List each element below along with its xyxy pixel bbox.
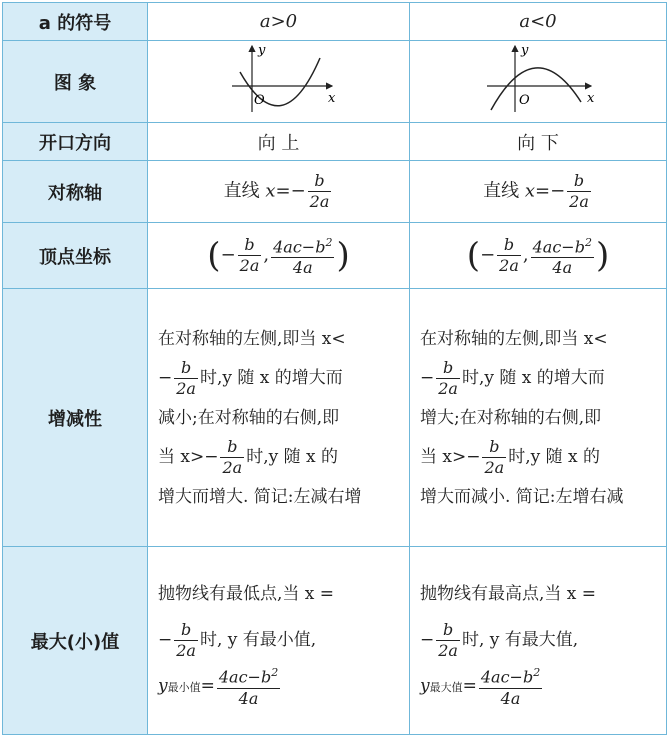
sign-label: a 的符号 bbox=[3, 3, 148, 41]
opening-row bbox=[3, 123, 667, 161]
downward-parabola-graph bbox=[473, 42, 603, 116]
axis-negative: 直线 x=− $\frac{b}{2a}$ bbox=[410, 161, 667, 223]
y-axis-label: y bbox=[257, 43, 265, 58]
monotonicity-positive: 在对称轴的左侧,即当 x< − $\frac{b}{2a}$ 时,y 随 x 的增大而 减小;在对称轴的右侧,即 当 x>− $\frac{b}{2a}$ 时,y 随 x 的 增大而增大. 简记:左减右增 bbox=[148, 289, 410, 547]
extreme-label: 最大(小)值 bbox=[3, 547, 148, 735]
fraction: $\frac{b}{2a}$ bbox=[484, 436, 505, 477]
monotonicity-negative: 在对称轴的左侧,即当 x< − $\frac{b}{2a}$ 时,y 随 x 的增大而 增大;在对称轴的右侧,即 当 x>− $\frac{b}{2a}$ 时,y 随 x 的 增大而减小. 简记:左增右减 bbox=[410, 289, 667, 547]
fraction: $\frac{b}{2a}$ bbox=[309, 171, 330, 211]
parabola-properties-table bbox=[2, 2, 667, 735]
upward-parabola-graph bbox=[214, 42, 344, 116]
fraction: $\frac{b}{2a}$ bbox=[569, 171, 589, 211]
sign-negative: a<0 bbox=[410, 3, 667, 41]
extreme-positive: 抛物线有最低点,当 x = − $\frac{b}{2a}$ 时, y 有最小值, y最小值= $\frac{4ac-b^2}{4a}$ bbox=[148, 547, 410, 735]
monotonicity-row bbox=[3, 289, 667, 547]
opening-negative: 向 下 bbox=[410, 123, 667, 161]
axis-label: 对称轴 bbox=[3, 161, 148, 223]
sign-row bbox=[3, 3, 667, 41]
fraction: $\frac{b}{2a}$ bbox=[239, 235, 260, 275]
vertex-negative: (− $\frac{b}{2a}$ , $\frac{4ac-b^2}{4a}$ ) bbox=[410, 223, 667, 289]
graph-label: 图 象 bbox=[3, 41, 148, 123]
x-axis-label: x bbox=[587, 91, 595, 106]
fraction: $\frac{b}{2a}$ bbox=[176, 619, 196, 660]
fraction: $\frac{b}{2a}$ bbox=[438, 619, 458, 660]
fraction: $\frac{4ac-b^2}{4a}$ bbox=[531, 233, 594, 278]
extreme-row bbox=[3, 547, 667, 735]
vertex-positive: (− $\frac{b}{2a}$ , $\frac{4ac-b^2}{4a}$ ) bbox=[148, 223, 410, 289]
x-axis-label: x bbox=[327, 91, 335, 106]
axis-row bbox=[3, 161, 667, 223]
opening-label: 开口方向 bbox=[3, 123, 148, 161]
fraction: $\frac{4ac-b^2}{4a}$ bbox=[217, 663, 280, 708]
fraction: $\frac{b}{2a}$ bbox=[438, 357, 458, 398]
fraction: $\frac{b}{2a}$ bbox=[499, 235, 519, 275]
vertex-label: 顶点坐标 bbox=[3, 223, 148, 289]
vertex-row bbox=[3, 223, 667, 289]
opening-positive: 向 上 bbox=[148, 123, 410, 161]
graph-positive-cell bbox=[148, 41, 410, 123]
origin-label: O bbox=[519, 93, 530, 108]
axis-positive: 直线 x=− $\frac{b}{2a}$ bbox=[148, 161, 410, 223]
graph-negative-cell bbox=[410, 41, 667, 123]
sign-positive: a>0 bbox=[148, 3, 410, 41]
monotonicity-label: 增减性 bbox=[3, 289, 148, 547]
graph-row bbox=[3, 41, 667, 123]
fraction: $\frac{4ac-b^2}{4a}$ bbox=[271, 233, 334, 278]
origin-label: O bbox=[253, 93, 265, 108]
fraction: $\frac{4ac-b^2}{4a}$ bbox=[479, 663, 542, 708]
y-axis-label: y bbox=[521, 43, 529, 58]
extreme-negative: 抛物线有最高点,当 x = − $\frac{b}{2a}$ 时, y 有最大值, y最大值= $\frac{4ac-b^2}{4a}$ bbox=[410, 547, 667, 735]
fraction: $\frac{b}{2a}$ bbox=[176, 357, 196, 398]
fraction: $\frac{b}{2a}$ bbox=[222, 436, 243, 477]
